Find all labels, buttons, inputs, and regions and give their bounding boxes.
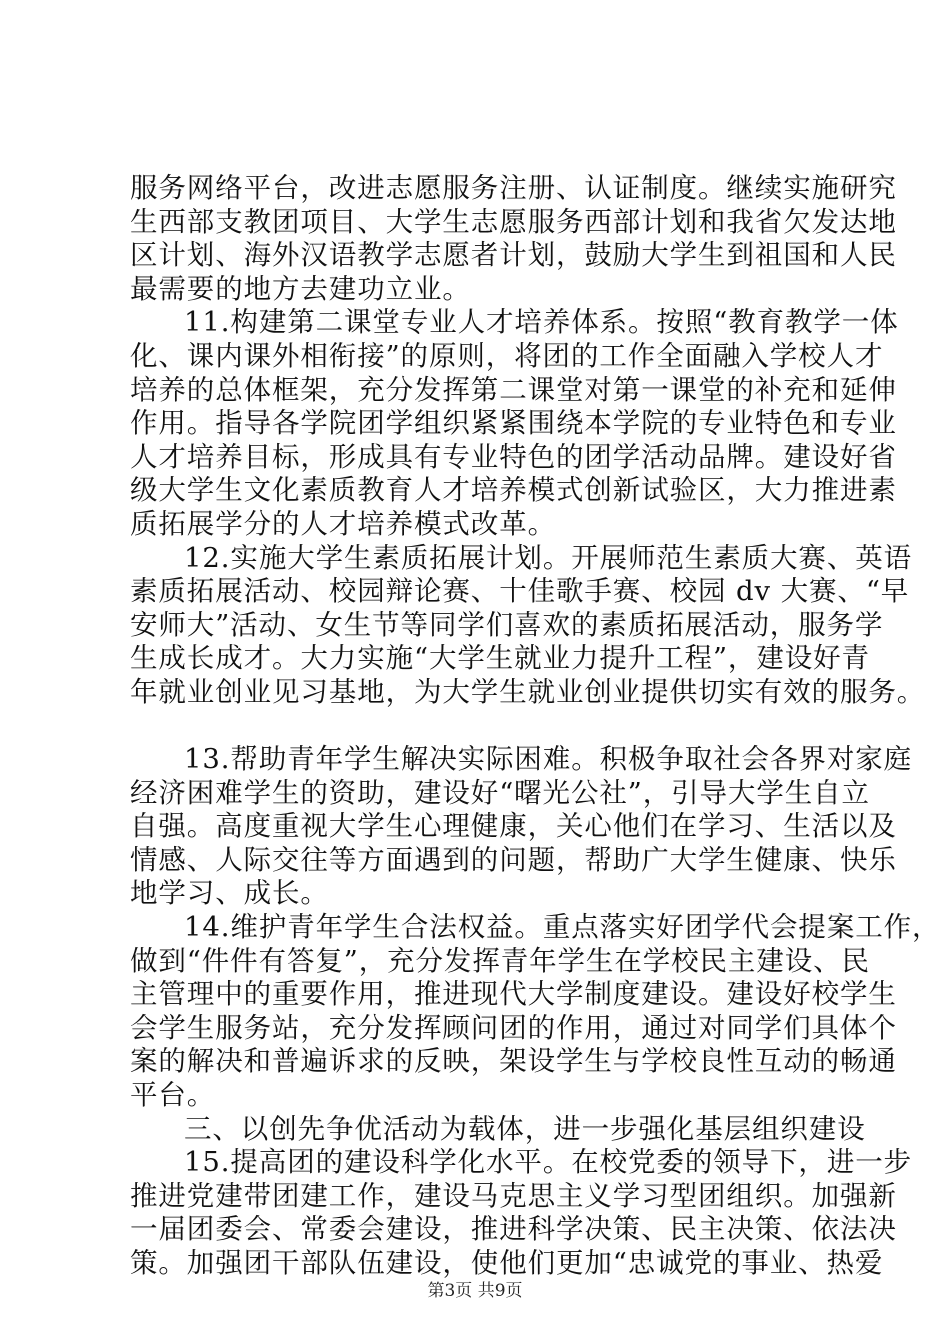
text-line: 培养的总体框架，充分发挥第二课堂对第一课堂的补充和延伸 (130, 373, 897, 406)
text-line: 15.提高团的建设科学化水平。在校党委的领导下，进一步 (184, 1146, 913, 1179)
text-line: 会学生服务站，充分发挥顾问团的作用，通过对同学们具体个 (130, 1011, 897, 1044)
text-line: 地学习、成长。 (130, 877, 329, 910)
text-line: 区计划、海外汉语教学志愿者计划，鼓励大学生到祖国和人民 (130, 239, 897, 272)
text-line: 服务网络平台，改进志愿服务注册、认证制度。继续实施研究 (130, 172, 897, 204)
text-line: 12.实施大学生素质拓展计划。开展师范生素质大赛、英语 (184, 541, 913, 574)
text-line: 经济困难学生的资助，建设好“曙光公社”，引导大学生自立 (130, 776, 870, 809)
text-line: 生西部支教团项目、大学生志愿服务西部计划和我省欠发达地 (130, 205, 897, 238)
text-line: 自强。高度重视大学生心理健康，关心他们在学习、生活以及 (130, 810, 897, 843)
text-line: 策。加强团干部队伍建设，使他们更加“忠诚党的事业、热爱 (130, 1247, 884, 1279)
text-line: 情感、人际交往等方面遇到的问题，帮助广大学生健康、快乐 (130, 843, 897, 876)
text-line: 做到“件件有答复”，充分发挥青年学生在学校民主建设、民 (130, 944, 870, 977)
text-line: 素质拓展活动、校园辩论赛、十佳歌手赛、校园 dv 大赛、“早 (130, 575, 910, 608)
text-line: 作用。指导各学院团学组织紧紧围绕本学院的专业特色和专业 (130, 407, 897, 440)
text-line: 人才培养目标，形成具有专业特色的团学活动品牌。建设好省 (130, 440, 897, 473)
text-line: 安师大”活动、女生节等同学们喜欢的素质拓展活动，服务学 (130, 608, 884, 641)
text-line: 14.维护青年学生合法权益。重点落实好团学代会提案工作， (184, 911, 941, 944)
text-line: 年就业创业见习基地，为大学生就业创业提供切实有效的服务。 (130, 675, 926, 708)
text-line: 平台。 (130, 1079, 216, 1112)
document-body (130, 172, 941, 1281)
text-line: 11.构建第二课堂专业人才培养体系。按照“教育教学一体 (184, 306, 899, 339)
text-line: 主管理中的重要作用，推进现代大学制度建设。建设好校学生 (130, 978, 897, 1011)
text-line: 最需要的地方去建功立业。 (130, 272, 471, 305)
text-line: 化、课内课外相衔接”的原则，将团的工作全面融入学校人才 (130, 339, 884, 372)
text-line: 13.帮助青年学生解决实际困难。积极争取社会各界对家庭 (184, 743, 913, 776)
text-line: 生成长成才。大力实施“大学生就业力提升工程”，建设好青 (130, 642, 870, 675)
text-line: 推进党建带团建工作，建设马克思主义学习型团组织。加强新 (130, 1179, 897, 1212)
blank-line (130, 710, 850, 744)
text-line: 质拓展学分的人才培养模式改革。 (130, 507, 556, 540)
text-line: 案的解决和普遍诉求的反映，架设学生与学校良性互动的畅通 (130, 1045, 897, 1078)
page-footer (0, 1281, 950, 1301)
page-number-label: 第3页 共9页 (427, 1281, 523, 1301)
text-line: 三、以创先争优活动为载体，进一步强化基层组织建设 (184, 1112, 866, 1145)
text-line: 级大学生文化素质教育人才培养模式创新试验区，大力推进素 (130, 474, 897, 507)
text-line: 一届团委会、常委会建设，推进科学决策、民主决策、依法决 (130, 1213, 897, 1246)
